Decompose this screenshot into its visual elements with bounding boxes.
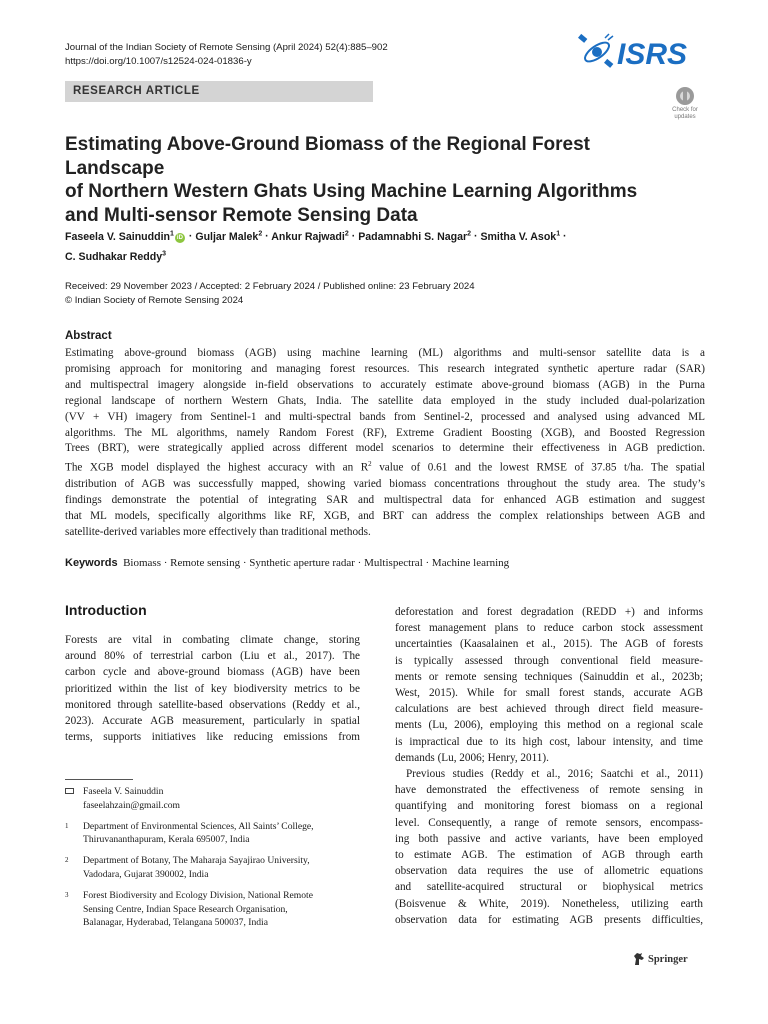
abstract-heading: Abstract — [65, 330, 112, 342]
history-dates: Received: 29 November 2023 / Accepted: 2 February 2024 / Published online: 23 February 2024 — [65, 281, 475, 292]
abstract-line: regional landscape of northern Western Ghats, India. The satellite data employed in the study included dual-polarization — [65, 394, 705, 407]
keywords-text: Biomass · Remote sensing · Synthetic aperture radar · Multispectral · Machine learning — [123, 557, 510, 569]
introduction-heading: Introduction — [65, 602, 147, 618]
orcid-icon[interactable]: iD — [176, 234, 183, 241]
keywords-label: Keywords — [65, 557, 118, 569]
abstract-line: (VV + VH) imagery from Sentinel-1 and multi-spectral bands from Sentinel-2, processed and analysed using advanced ML — [65, 410, 705, 423]
abstract-line: distribution of AGB was successfully mapped, showing varied biomass concentrations throughout the study area. The study’s — [65, 477, 705, 490]
affiliation: 2 Department of Botany, The Maharaja Sayajirao University, Vadodara, Gujarat 390002, India — [65, 855, 310, 880]
body-line: ing both passive and active variants, have been employed — [395, 832, 703, 845]
body-line: (Boisvenue & White, 2019). Nonetheless, utilizing earth — [395, 897, 703, 910]
author[interactable]: Smitha V. Asok$^1$ — [480, 230, 561, 243]
author[interactable]: Padamnabhi S. Nagar$^2$ — [358, 230, 472, 243]
corresponding-email[interactable]: faseelahzain@gmail.com — [83, 799, 181, 811]
abstract-line: Estimating above-ground biomass (AGB) using machine learning (ML) algorithms and multi-sensor satellite data is a — [65, 347, 705, 359]
affiliation: 1 Department of Environmental Sciences, All Saints’ College, Thiruvananthapuram, Kerala 695007, India — [65, 820, 314, 846]
keywords — [65, 556, 509, 571]
springer-horse-icon — [633, 952, 645, 966]
abstract-line: satellite-derived variables more effectively than traditional methods. — [65, 525, 371, 538]
body-line: monitored through satellite-based observations (Reddy et al., — [65, 698, 360, 711]
corresponding-name: Faseela V. Sainuddin — [83, 786, 164, 797]
abstract-line: promising approach for monitoring and managing forest resources. This research integrated synthetic aperture radar (SAR) — [65, 362, 705, 375]
body-line: and satellite-acquired structural or biophysical metrics — [395, 881, 703, 894]
body-line: around 80% of terrestrial carbon (Liu et al., 2017). The — [65, 650, 360, 663]
body-line: ments or remote sensing techniques (Sainuddin et al., 2023b; — [395, 670, 703, 683]
footnotes — [65, 785, 365, 937]
intro-column-left — [65, 632, 360, 745]
doi-link[interactable]: https://doi.org/10.1007/s12524-024-01836-y — [65, 56, 252, 67]
abstract-body — [65, 346, 705, 541]
copyright: © Indian Society of Remote Sensing 2024 — [65, 294, 244, 306]
envelope-icon — [65, 788, 74, 794]
body-line: forest management plans to reduce carbon stock assessment — [395, 622, 703, 635]
abstract-line: that ML models, specifically algorithms like RF, XGB, and BRT can address the complex relationships between AGB and — [65, 509, 705, 522]
isrs-logo — [575, 30, 705, 74]
publisher-mark — [633, 952, 688, 966]
body-line: 2023). Accurate AGB measurement, particularly in spatial — [65, 715, 360, 728]
body-line: calculations are best achieved through direct field measure- — [395, 703, 703, 716]
body-line: terms, supports initiatives like reducing emissions from — [65, 731, 360, 744]
check-for-updates-badge[interactable]: Check for updates — [667, 85, 703, 125]
body-line: observation data for estimating AGB presents difficulties, — [395, 913, 703, 926]
body-line: West, 2015). While for small forest stands, accurate AGB — [395, 687, 703, 700]
affiliation: 3 Forest Biodiversity and Ecology Division, National Remote Sensing Centre, Indian Space Research Organisation, Balanagar, Hyderabad, Telangana 500037, India — [65, 889, 313, 929]
author[interactable]: Faseela V. Sainuddin$^1$ — [65, 230, 174, 243]
intro-column-right — [395, 604, 703, 928]
author[interactable]: C. Sudhakar Reddy$^3$ — [65, 250, 167, 264]
satellite-icon — [578, 34, 613, 68]
body-line: prioritized within the list of key biodiversity metrics to be — [65, 682, 360, 695]
corresponding-author — [65, 785, 365, 813]
body-line: level. Consequently, a range of remote sensors, encompass- — [395, 816, 703, 829]
body-line: is typically assessed through conventional field measure- — [395, 654, 703, 667]
journal-header — [65, 41, 388, 69]
body-line: observation data requires the use of allometric equations — [395, 865, 703, 878]
article-type-banner: RESEARCH ARTICLE — [65, 81, 373, 102]
body-line: to estimate AGB. The estimation of AGB through earth — [395, 849, 703, 862]
publication-history — [65, 280, 475, 307]
check-updates-icon — [667, 85, 703, 107]
body-line: is impractical due to its high cost, labour intensity, and time — [395, 735, 703, 748]
abstract-line: findings demonstrate the potential of integrating SAR and multispectral data for enhanced AGB estimation and suggest — [65, 493, 705, 506]
publisher-name: Springer — [648, 953, 688, 965]
body-line: uncertainties (Kaasalainen et al., 2015). The AGB of forests — [395, 638, 703, 651]
logo-text: ISRS — [617, 38, 688, 71]
abstract-line: The XGB model displayed the highest accuracy with an $R^2$ value of 0.61 and the lowest RMSE of 37.85 t/ha. The spatial — [65, 460, 705, 475]
article-title: Estimating Above-Ground Biomass of the Regional Forest Landscape of Northern Western Ghats Using Machine Learning Algorithms and Multi-sensor Remote Sensing Data — [65, 134, 638, 226]
body-line: ments (Lu, 2006), employing this method on a regional scale — [395, 719, 703, 732]
abstract-line: algorithms. The ML algorithms, namely Random Forest (RF), Extreme Gradient Boosting (XGB), and Boosted Regression — [65, 426, 705, 439]
body-line: quantifying and monitoring forest biomass on a regional — [395, 800, 703, 813]
journal-citation: Journal of the Indian Society of Remote Sensing (April 2024) 52(4):885–902 — [65, 42, 388, 53]
author[interactable]: Ankur Rajwadi$^2$ — [271, 230, 349, 243]
abstract-line: Trees (BRT), were strategically applied across different model scenarios to determine their effectiveness in AGB prediction. — [65, 442, 705, 455]
footnote-divider — [65, 779, 133, 780]
body-line: carbon cycle and above-ground biomass (AGB) have been — [65, 666, 360, 679]
abstract-line: and multispectral imagery alongside in-field observations to accurately estimate above-ground biomass (AGB) in the Purna — [65, 378, 705, 391]
body-line: deforestation and forest degradation (REDD +) and informs — [395, 606, 703, 618]
author-list: Faseela V. Sainuddin$^1$iD · Guljar Malek$^2$ · Ankur Rajwadi$^2$ · Padamnabhi S. Nagar$^2$ · Smitha V. Asok$^1$ · C. Sudhakar Reddy$^3$ — [65, 230, 567, 264]
author[interactable]: Guljar Malek$^2$ — [195, 230, 263, 243]
body-line: have demonstrated the effectiveness of remote sensing in — [395, 784, 703, 797]
body-line: Forests are vital in combating climate change, storing — [65, 634, 360, 646]
body-line: demands (Lu, 2006; Henry, 2011). — [395, 751, 549, 764]
body-line: Previous studies (Reddy et al., 2016; Saatchi et al., 2011) — [406, 768, 703, 781]
